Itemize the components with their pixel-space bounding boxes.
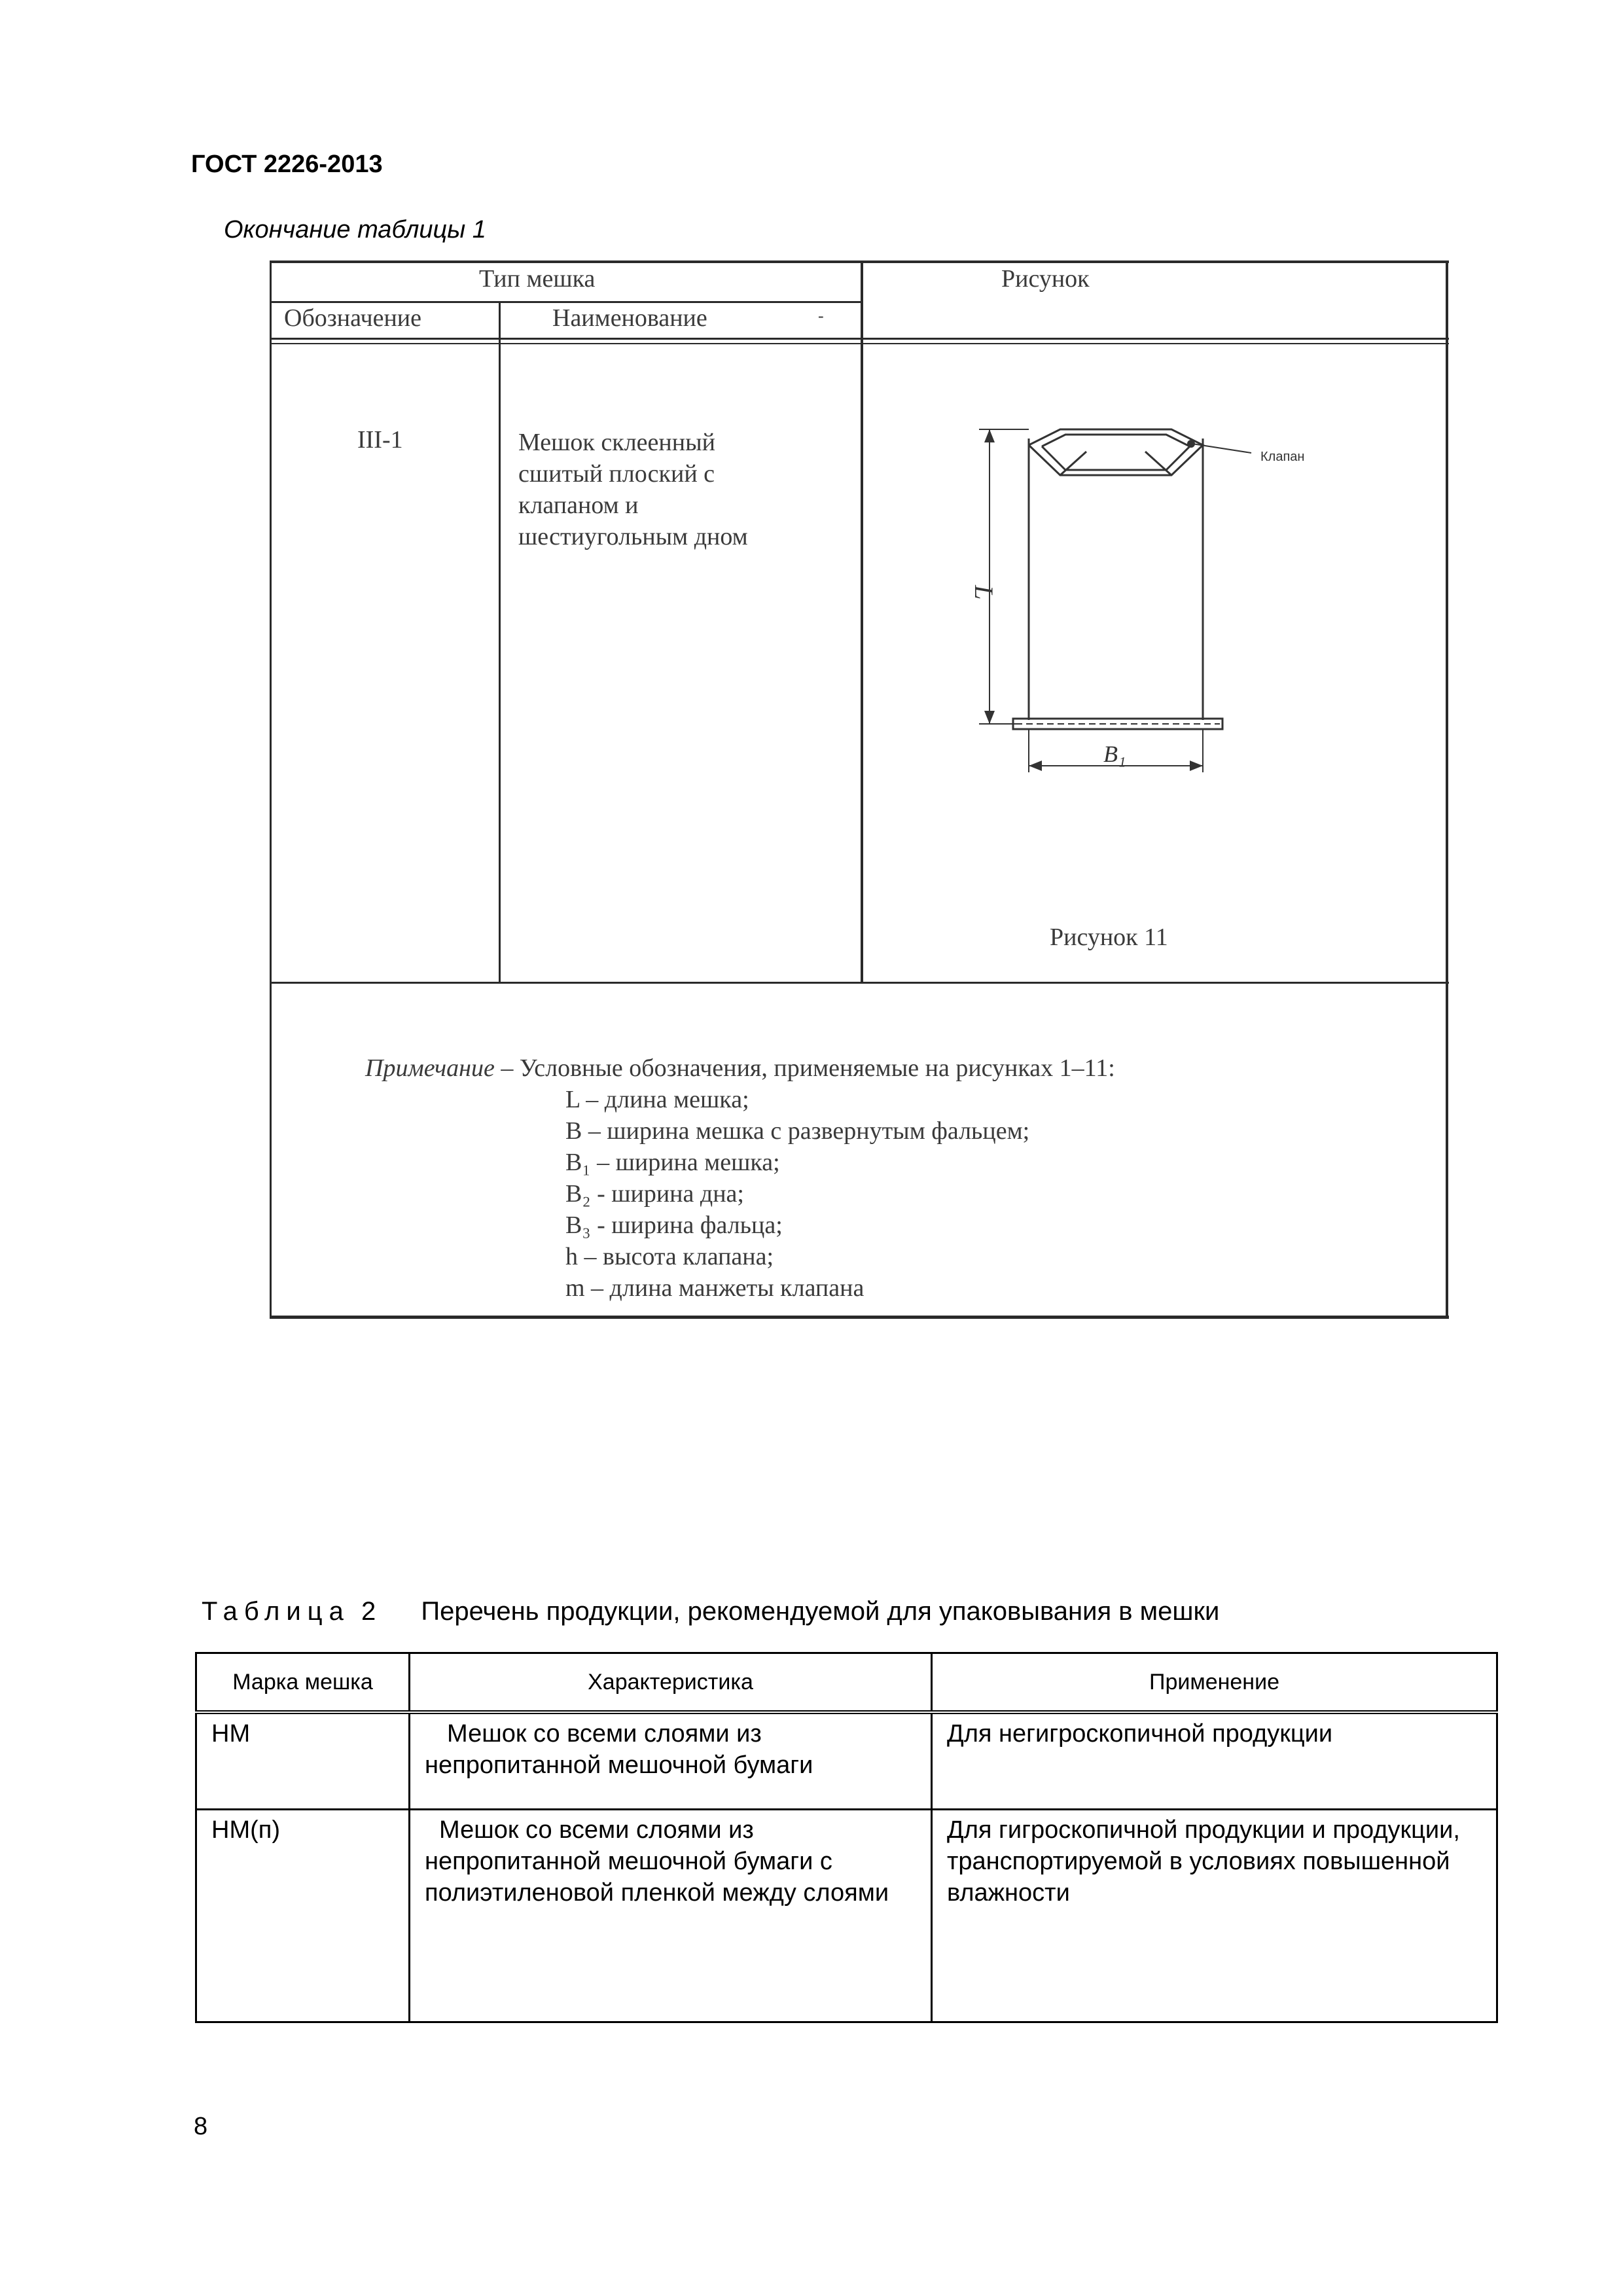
- header-figure: Рисунок: [1001, 265, 1090, 293]
- table-border: [862, 343, 1449, 344]
- cell-characteristic: Мешок со всеми слоями из непропитанной мешочной бумаги: [410, 1712, 932, 1810]
- note-item: B₁ – ширина мешка;: [565, 1149, 780, 1176]
- arrow: [984, 711, 995, 724]
- scan-mark: -: [818, 306, 824, 325]
- bag-bottom-inner: [1042, 435, 1190, 470]
- table-2: [195, 1652, 1498, 2023]
- page-number: 8: [194, 2113, 208, 2140]
- note-item: B – ширина мешка с развернутым фальцем;: [565, 1117, 1030, 1145]
- table-header-row: [196, 1653, 1497, 1713]
- length-label: L: [969, 585, 999, 600]
- table-continuation-label: Окончание таблицы 1: [224, 216, 486, 243]
- table-2-number: 2: [361, 1597, 376, 1626]
- row-name-line: клапаном и: [518, 492, 639, 519]
- table-border: [270, 982, 1449, 984]
- row-designation: III-1: [357, 426, 403, 454]
- header-bag-type: Тип мешка: [479, 265, 596, 293]
- note-prefix: Примечание –: [365, 1054, 514, 1082]
- valve-label: Клапан: [1260, 450, 1305, 464]
- table-border: [1446, 260, 1448, 1318]
- valve-dot: [1187, 440, 1195, 448]
- row-name-line: Мешок склеенный: [518, 429, 715, 456]
- arrow: [1029, 761, 1042, 771]
- standard-code: ГОСТ 2226-2013: [191, 151, 383, 178]
- table-border: [862, 338, 1449, 340]
- bag-bottom-outline: [1029, 429, 1203, 475]
- table-row: [196, 1810, 1497, 2022]
- table-row: [196, 1712, 1497, 1810]
- table-border: [270, 301, 862, 303]
- figure-caption: Рисунок 11: [1050, 924, 1168, 951]
- bag-fold: [1145, 452, 1171, 475]
- note-item: m – длина манжеты клапана: [565, 1274, 865, 1302]
- note-items: [565, 1084, 1029, 1304]
- bag-drawing: [955, 419, 1348, 792]
- table-border: [270, 260, 272, 1318]
- table-border: [270, 1316, 1449, 1319]
- note-item: h – высота клапана;: [565, 1243, 774, 1270]
- column-header: Применение: [932, 1653, 1497, 1713]
- cell-characteristic: Мешок со всеми слоями из непропитанной мешочной бумаги с полиэтиленовой пленкой между слоями: [410, 1810, 932, 2022]
- table-2-title: Перечень продукции, рекомендуемой для упаковывания в мешки: [421, 1597, 1220, 1626]
- header-designation: Обозначение: [284, 304, 421, 332]
- valve-leader: [1192, 444, 1251, 453]
- row-name-line: сшитый плоский с: [518, 460, 715, 488]
- header-name: Наименование: [552, 304, 707, 332]
- bag-seam: [1013, 719, 1222, 729]
- table-border: [270, 338, 862, 340]
- table-border: [270, 260, 1449, 263]
- arrow: [1190, 761, 1203, 771]
- table-border: [270, 343, 862, 344]
- table-2-caption: [202, 1597, 1219, 1626]
- row-name: [518, 427, 846, 552]
- row-name-line: шестиугольным дном: [518, 523, 748, 550]
- table-border: [499, 301, 501, 983]
- note-line: [365, 1052, 1115, 1084]
- cell-application: Для негигроскопичной продукции: [932, 1712, 1497, 1810]
- column-header: Марка мешка: [196, 1653, 410, 1713]
- table-2-word: Таблица: [202, 1597, 350, 1626]
- cell-mark: НМ(п): [196, 1810, 410, 2022]
- cell-application: Для гигроскопичной продукции и продукции, транспортируемой в условиях повышенной влажности: [932, 1810, 1497, 2022]
- cell-mark: НМ: [196, 1712, 410, 1810]
- note-item: B₂ - ширина дна;: [565, 1180, 744, 1208]
- note-intro: Условные обозначения, применяемые на рисунках 1–11:: [519, 1054, 1115, 1082]
- column-header: Характеристика: [410, 1653, 932, 1713]
- table-border: [861, 260, 863, 983]
- note-item: B₃ - ширина фальца;: [565, 1211, 783, 1239]
- note-item: L – длина мешка;: [565, 1086, 749, 1113]
- width-label: B₁: [1103, 741, 1126, 767]
- arrow: [984, 429, 995, 442]
- bag-fold: [1060, 452, 1086, 475]
